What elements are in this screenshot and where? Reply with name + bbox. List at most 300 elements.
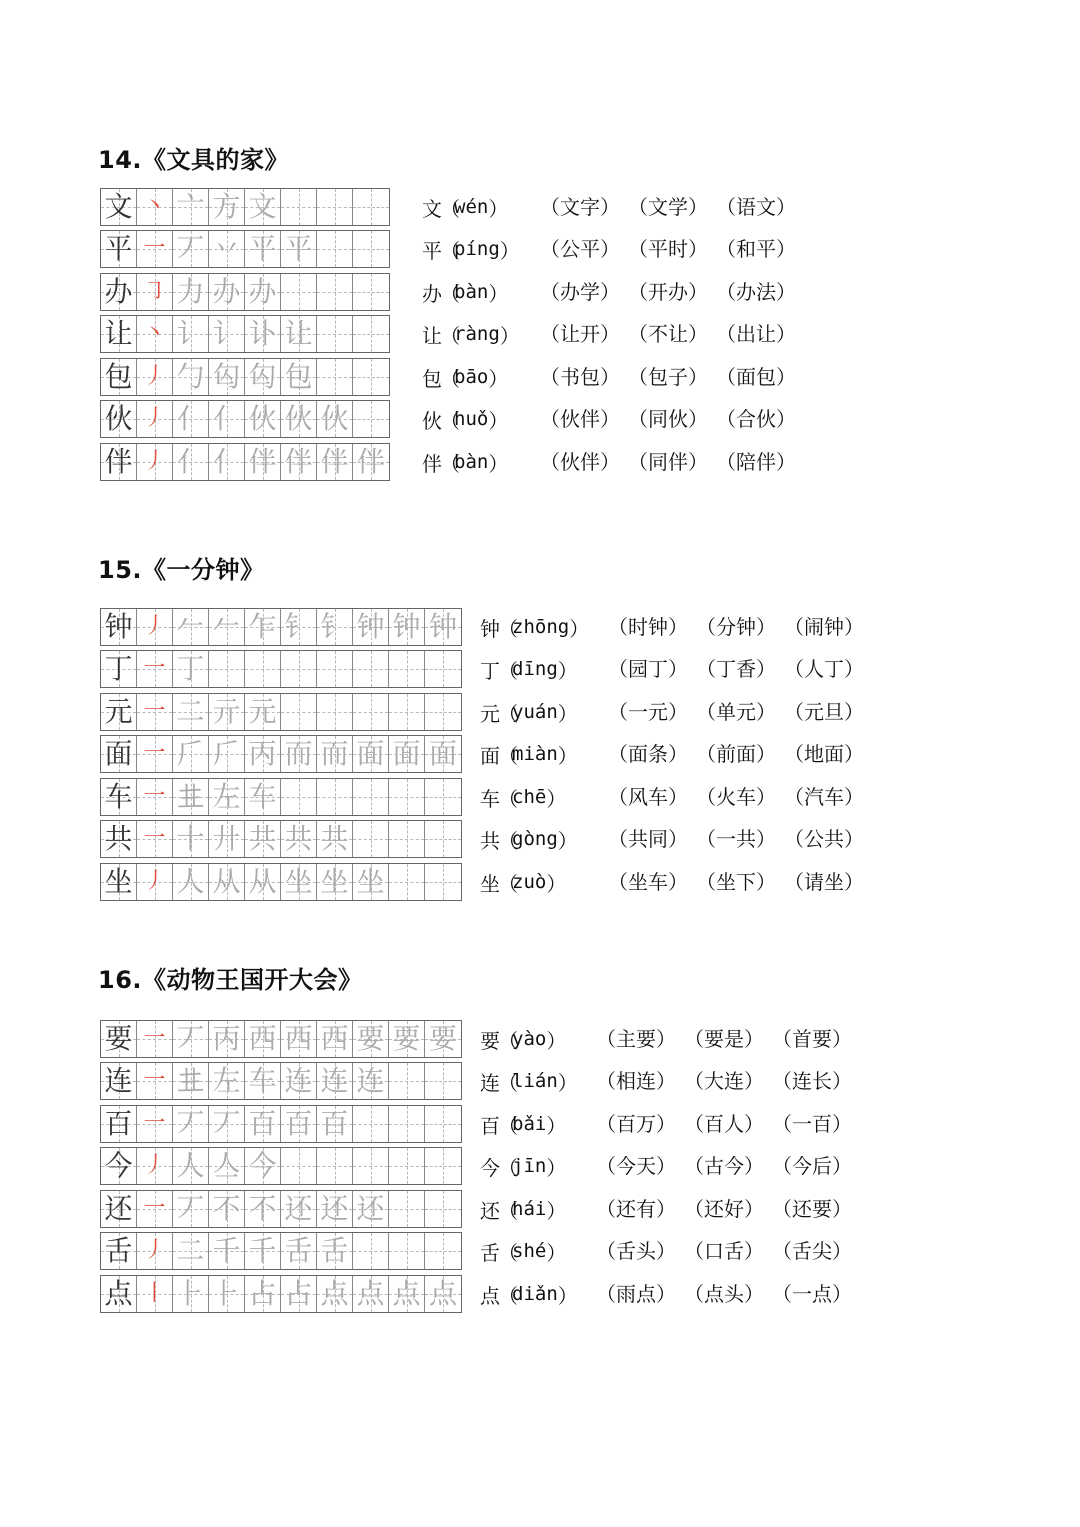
vocab-word: （点头） [684, 1282, 764, 1306]
character-label: 伴 [422, 451, 442, 476]
vocab-word: （口舌） [684, 1239, 764, 1263]
stroke-order-cell [173, 274, 209, 310]
stroke-order-cell [425, 1276, 461, 1312]
stroke-order-cell [173, 864, 209, 900]
stroke-order-cell [281, 609, 317, 645]
stroke-step: 丶 [143, 321, 166, 346]
stroke-order-cell [209, 609, 245, 645]
close-paren: ） [546, 1155, 567, 1180]
stroke-order-cell [389, 1063, 425, 1099]
stroke-order-cell [137, 1233, 173, 1269]
stroke-order-cell [281, 231, 317, 267]
lesson-title: 16.《动物王国开大会》 [98, 966, 363, 994]
stroke-order-cell [281, 821, 317, 857]
pinyin: shé [512, 1240, 547, 1262]
stroke-step: 面 [428, 737, 457, 770]
lesson-title: 15.《一分钟》 [98, 556, 265, 584]
stroke-step: 亻 [176, 402, 205, 435]
stroke-order-cell [425, 1148, 461, 1184]
stroke-order-cell [353, 401, 389, 437]
stroke-order-cell [389, 694, 425, 730]
stroke-step: 从 [212, 865, 241, 898]
stroke-order-cell [281, 651, 317, 687]
stroke-step: 办 [212, 275, 241, 308]
stroke-step: 让 [284, 317, 313, 350]
stroke-order-cell [389, 1276, 425, 1312]
stroke-order-cell [425, 609, 461, 645]
stroke-step: 占 [284, 1277, 313, 1310]
stroke-step: 一 [143, 1026, 166, 1051]
main-character: 今 [104, 1149, 133, 1182]
character-label: 车 [480, 786, 500, 811]
pinyin-and-words [422, 234, 796, 264]
stroke-order-cell [281, 1276, 317, 1312]
stroke-step: 面 [392, 737, 421, 770]
stroke-order-cell [245, 1276, 281, 1312]
stroke-order-cell [281, 736, 317, 772]
stroke-order-cell [137, 231, 173, 267]
vocab-word: （伙伴） [540, 450, 620, 474]
stroke-step: 伙 [320, 402, 349, 435]
pinyin-and-words [480, 1024, 852, 1054]
stroke-step: 一 [143, 1111, 166, 1136]
stroke-order-cell [245, 1148, 281, 1184]
open-paren: （ [440, 238, 460, 263]
stroke-order-cell [353, 359, 389, 395]
stroke-step: 亻 [176, 445, 205, 478]
pinyin: ràng [454, 323, 500, 345]
stroke-order-cell [173, 1106, 209, 1142]
pinyin: chē [512, 786, 547, 808]
stroke-order-cell [209, 1106, 245, 1142]
close-paren: ） [557, 828, 578, 853]
stroke-order-cell [353, 864, 389, 900]
stroke-step: 百 [320, 1107, 349, 1140]
stroke-order-cell [317, 1021, 353, 1057]
pinyin: zuò [512, 871, 547, 893]
stroke-step: 丿 [143, 1238, 166, 1263]
pinyin-and-words [480, 782, 864, 812]
vocab-word: （文字） [540, 195, 620, 219]
stroke-order-cell [173, 1021, 209, 1057]
stroke-order-cell [137, 821, 173, 857]
main-character-cell [101, 1276, 137, 1312]
vocab-word: （丁香） [696, 657, 776, 681]
stroke-step: 亓 [212, 695, 241, 728]
stroke-order-cell [137, 1021, 173, 1057]
vocab-word: （坐下） [696, 870, 776, 894]
stroke-order-cell [317, 609, 353, 645]
stroke-order-cell [209, 359, 245, 395]
stroke-step: 左 [212, 780, 241, 813]
stroke-order-cell [245, 1063, 281, 1099]
stroke-order-cell [281, 779, 317, 815]
stroke-step: 亻 [212, 445, 241, 478]
stroke-order-cell [173, 189, 209, 225]
pinyin-and-words [480, 1066, 852, 1096]
stroke-order-cell [353, 1233, 389, 1269]
stroke-order-cell [353, 651, 389, 687]
pinyin-and-words [480, 1194, 852, 1224]
vocab-word: （语文） [716, 195, 796, 219]
tian-grid [100, 443, 390, 481]
vocab-word: （主要） [596, 1027, 676, 1051]
stroke-step: 共 [248, 822, 277, 855]
main-character-cell [101, 401, 137, 437]
stroke-order-cell [209, 1276, 245, 1312]
close-paren: ） [557, 658, 578, 683]
tian-grid [100, 1105, 462, 1143]
stroke-step: 人 [176, 865, 205, 898]
stroke-order-cell [209, 444, 245, 480]
character-label: 坐 [480, 871, 500, 896]
stroke-order-cell [209, 779, 245, 815]
open-paren: （ [498, 658, 518, 683]
close-paren: ） [488, 451, 509, 476]
main-character: 让 [104, 317, 133, 350]
stroke-step: 包 [284, 360, 313, 393]
tian-grid [100, 1275, 462, 1313]
vocab-word: （一百） [772, 1112, 852, 1136]
stroke-step: 连 [320, 1064, 349, 1097]
stroke-order-cell [209, 1021, 245, 1057]
stroke-step: 丿 [143, 869, 166, 894]
character-label: 文 [422, 196, 442, 221]
stroke-order-cell [317, 779, 353, 815]
pinyin-and-words [480, 1151, 852, 1181]
stroke-step: 讠 [212, 317, 241, 350]
main-character: 要 [104, 1022, 133, 1055]
main-character-cell [101, 1191, 137, 1227]
stroke-order-cell [209, 189, 245, 225]
vocab-word: （舌尖） [772, 1239, 852, 1263]
stroke-step: 西 [248, 1022, 277, 1055]
vocab-word: （一共） [696, 827, 776, 851]
pinyin-and-words [480, 867, 864, 897]
stroke-step: 钅 [284, 610, 313, 643]
stroke-step: 伴 [356, 445, 385, 478]
vocab-word: （汽车） [784, 785, 864, 809]
pinyin-and-words [422, 447, 796, 477]
stroke-step: 亼 [212, 1149, 241, 1182]
stroke-order-cell [173, 231, 209, 267]
main-character-cell [101, 1233, 137, 1269]
open-paren: （ [498, 1113, 518, 1138]
stroke-order-cell [353, 1276, 389, 1312]
stroke-order-cell [389, 864, 425, 900]
stroke-order-cell [173, 694, 209, 730]
pinyin-and-words [480, 739, 864, 769]
close-paren: ） [488, 366, 509, 391]
pinyin: diǎn [512, 1283, 558, 1305]
main-character: 舌 [104, 1234, 133, 1267]
open-paren: （ [498, 1028, 518, 1053]
character-label: 还 [480, 1198, 500, 1223]
stroke-step: 丆 [176, 232, 205, 265]
stroke-step: 方 [212, 190, 241, 223]
stroke-order-cell [353, 316, 389, 352]
main-character: 面 [104, 737, 133, 770]
tian-grid [100, 735, 462, 773]
stroke-step: 十 [176, 822, 205, 855]
stroke-order-cell [389, 1191, 425, 1227]
vocab-word: （出让） [716, 322, 796, 346]
stroke-step: 点 [428, 1277, 457, 1310]
stroke-order-cell [389, 1233, 425, 1269]
stroke-order-cell [173, 359, 209, 395]
vocab-word: （人丁） [784, 657, 864, 681]
stroke-order-cell [389, 609, 425, 645]
close-paren: ） [546, 1240, 567, 1265]
main-character: 还 [104, 1192, 133, 1225]
stroke-order-cell [173, 736, 209, 772]
main-character-cell [101, 1021, 137, 1057]
pinyin-and-words [480, 1109, 852, 1139]
vocab-word: （请坐） [784, 870, 864, 894]
stroke-order-cell [425, 651, 461, 687]
tian-grid [100, 1232, 462, 1270]
stroke-order-cell [209, 1148, 245, 1184]
stroke-step: 共 [284, 822, 313, 855]
stroke-step: 𠂉 [212, 610, 241, 643]
character-label: 连 [480, 1070, 500, 1095]
vocab-word: （平时） [628, 237, 708, 261]
character-label: 元 [480, 701, 500, 726]
stroke-step: 一 [143, 784, 166, 809]
stroke-step: 勹 [176, 360, 205, 393]
stroke-order-cell [209, 1233, 245, 1269]
pinyin: bǎi [512, 1113, 547, 1135]
pinyin: lián [512, 1070, 558, 1092]
stroke-order-cell [281, 1106, 317, 1142]
tian-grid [100, 1190, 462, 1228]
stroke-order-cell [389, 651, 425, 687]
main-character-cell [101, 231, 137, 267]
main-character: 坐 [104, 865, 133, 898]
stroke-step: 乍 [248, 610, 277, 643]
stroke-step: 一 [143, 1196, 166, 1221]
pinyin-and-words [480, 697, 864, 727]
stroke-order-cell [245, 444, 281, 480]
tian-grid [100, 358, 390, 396]
stroke-step: 百 [284, 1107, 313, 1140]
stroke-order-cell [173, 316, 209, 352]
stroke-step: 千 [212, 1234, 241, 1267]
stroke-order-cell [317, 821, 353, 857]
vocab-word: （还要） [772, 1197, 852, 1221]
stroke-order-cell [317, 651, 353, 687]
close-paren: ） [546, 786, 567, 811]
stroke-order-cell [281, 1191, 317, 1227]
vocab-word: （百人） [684, 1112, 764, 1136]
character-label: 舌 [480, 1240, 500, 1265]
stroke-step: 钅 [320, 610, 349, 643]
stroke-order-cell [353, 821, 389, 857]
stroke-step: 钟 [356, 610, 385, 643]
stroke-step: 点 [356, 1277, 385, 1310]
open-paren: （ [440, 281, 460, 306]
main-character-cell [101, 1148, 137, 1184]
stroke-order-cell [137, 1276, 173, 1312]
stroke-order-cell [209, 821, 245, 857]
stroke-order-cell [209, 316, 245, 352]
stroke-order-cell [137, 736, 173, 772]
stroke-order-cell [317, 864, 353, 900]
open-paren: （ [440, 196, 460, 221]
stroke-order-cell [245, 189, 281, 225]
tian-grid [100, 778, 462, 816]
stroke-step: 元 [248, 695, 277, 728]
stroke-step: 𠂆 [212, 737, 241, 770]
stroke-order-cell [281, 359, 317, 395]
vocab-word: （单元） [696, 700, 776, 724]
stroke-step: 共 [320, 822, 349, 855]
main-character-cell [101, 274, 137, 310]
stroke-order-cell [137, 401, 173, 437]
stroke-order-cell [353, 1021, 389, 1057]
vocab-word: （舌头） [596, 1239, 676, 1263]
lesson-title: 14.《文具的家》 [98, 146, 290, 174]
stroke-order-cell [317, 444, 353, 480]
stroke-order-cell [317, 694, 353, 730]
tian-grid [100, 188, 390, 226]
tian-grid [100, 230, 390, 268]
stroke-order-cell [425, 864, 461, 900]
pinyin: bàn [454, 451, 489, 473]
pinyin: bāo [454, 366, 489, 388]
main-character-cell [101, 651, 137, 687]
tian-grid [100, 273, 390, 311]
pinyin-and-words [422, 404, 796, 434]
tian-grid [100, 863, 462, 901]
stroke-step: 二 [176, 695, 205, 728]
stroke-order-cell [389, 779, 425, 815]
pinyin: miàn [512, 743, 558, 765]
vocab-word: （公共） [784, 827, 864, 851]
close-paren: ） [569, 616, 590, 641]
stroke-step: 文 [248, 190, 277, 223]
stroke-step: 平 [284, 232, 313, 265]
close-paren: ） [546, 1198, 567, 1223]
vocab-word: （面包） [716, 365, 796, 389]
close-paren: ） [546, 1028, 567, 1053]
stroke-order-cell [353, 1063, 389, 1099]
tian-grid [100, 693, 462, 731]
open-paren: （ [498, 1198, 518, 1223]
pinyin: dīng [512, 658, 558, 680]
stroke-order-cell [245, 1233, 281, 1269]
pinyin: yuán [512, 701, 558, 723]
stroke-step: 要 [392, 1022, 421, 1055]
tian-grid [100, 1062, 462, 1100]
stroke-order-cell [317, 1233, 353, 1269]
stroke-step: 不 [248, 1192, 277, 1225]
stroke-step: 丷 [212, 232, 241, 265]
stroke-step: 西 [284, 1022, 313, 1055]
stroke-order-cell [353, 779, 389, 815]
main-character-cell [101, 609, 137, 645]
close-paren: ） [499, 238, 520, 263]
stroke-order-cell [353, 189, 389, 225]
vocab-word: （合伙） [716, 407, 796, 431]
tian-grid [100, 1147, 462, 1185]
open-paren: （ [498, 1240, 518, 1265]
stroke-order-cell [245, 694, 281, 730]
stroke-step: 伴 [248, 445, 277, 478]
stroke-step: 坐 [284, 865, 313, 898]
vocab-word: （时钟） [608, 615, 688, 639]
vocab-word: （雨点） [596, 1282, 676, 1306]
open-paren: （ [440, 408, 460, 433]
tian-grid [100, 315, 390, 353]
stroke-order-cell [209, 864, 245, 900]
stroke-order-cell [137, 189, 173, 225]
main-character-cell [101, 779, 137, 815]
main-character: 元 [104, 695, 133, 728]
open-paren: （ [440, 451, 460, 476]
stroke-order-cell [317, 736, 353, 772]
stroke-order-cell [137, 274, 173, 310]
pinyin-and-words [480, 824, 864, 854]
stroke-step: 讣 [248, 317, 277, 350]
stroke-order-cell [317, 401, 353, 437]
main-character: 点 [104, 1277, 133, 1310]
stroke-order-cell [389, 1106, 425, 1142]
pinyin: hái [512, 1198, 547, 1220]
stroke-step: 千 [248, 1234, 277, 1267]
stroke-order-cell [173, 821, 209, 857]
close-paren: ） [557, 701, 578, 726]
character-label: 百 [480, 1113, 500, 1138]
vocab-word: （不让） [628, 322, 708, 346]
stroke-order-cell [353, 1148, 389, 1184]
stroke-step: 连 [284, 1064, 313, 1097]
vocab-word: （连长） [772, 1069, 852, 1093]
stroke-order-cell [281, 401, 317, 437]
vocab-word: （一元） [608, 700, 688, 724]
vocab-word: （古今） [684, 1154, 764, 1178]
stroke-step: 车 [248, 1064, 277, 1097]
vocab-word: （同伴） [628, 450, 708, 474]
open-paren: （ [498, 1155, 518, 1180]
open-paren: （ [498, 743, 518, 768]
tian-grid [100, 608, 462, 646]
vocab-word: （办学） [540, 280, 620, 304]
vocab-word: （今天） [596, 1154, 676, 1178]
stroke-order-cell [245, 274, 281, 310]
pinyin: gòng [512, 828, 558, 850]
stroke-step: 丿 [143, 614, 166, 639]
stroke-order-cell [353, 736, 389, 772]
vocab-word: （还好） [684, 1197, 764, 1221]
vocab-word: （开办） [628, 280, 708, 304]
main-character-cell [101, 444, 137, 480]
main-character: 伴 [104, 445, 133, 478]
stroke-step: 丆 [176, 1192, 205, 1225]
stroke-order-cell [137, 864, 173, 900]
stroke-step: 人 [176, 1149, 205, 1182]
main-character: 连 [104, 1064, 133, 1097]
main-character: 丁 [104, 652, 133, 685]
stroke-step: 匃 [212, 360, 241, 393]
pinyin: bàn [454, 281, 489, 303]
stroke-step: 要 [356, 1022, 385, 1055]
stroke-order-cell [425, 779, 461, 815]
stroke-step: 伙 [248, 402, 277, 435]
stroke-step: 丿 [143, 449, 166, 474]
character-label: 钟 [480, 616, 500, 641]
pinyin-and-words [480, 1236, 852, 1266]
